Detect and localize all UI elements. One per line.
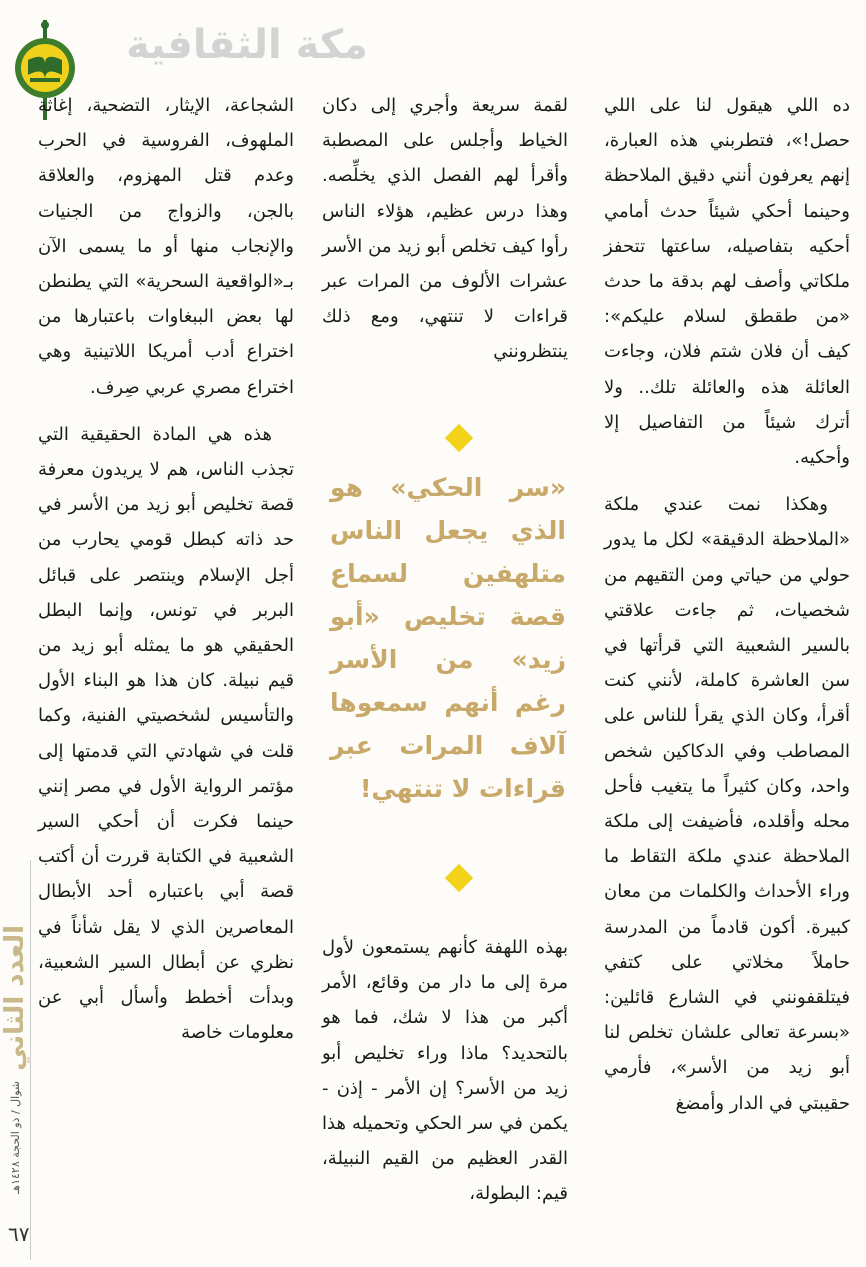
issue-info — [0, 925, 30, 1194]
article-column-right — [604, 88, 850, 1121]
section-title: مكة الثقافية — [126, 22, 368, 68]
diamond-ornament-icon — [445, 864, 473, 892]
issue-date: شوال / ذو الحجة ١٤٢٨هـ — [8, 1080, 22, 1194]
article-column-left — [38, 88, 294, 1050]
paragraph: هذه هي المادة الحقيقية التي تجذب الناس، هم لا يريدون معرفة قصة تخليص أبو زيد من الأسر في حد ذاته كبطل قومي يحارب من أجل الإسلام وينتصر على قبائل البربر في تونس، وإنما البطل الحقيقي هو ما يمثله أبو زيد من قيم نبيلة. كان هذا هو البناء الأول والتأسيس لشخصيتي الفنية، وكما قلت في شهادتي التي قدمتها إلى مؤتمر الرواية الأول في مصر إنني حينما فكرت أن أحكي السير الشعبية في الكتابة قررت أن أكتب قصة أبي باعتباره أحد الأبطال المعاصرين الذي لا يقل شأناً في نظري عن أبطال السير الشعبية، وبدأت أخطط وأسأل أبي عن معلومات خاصة — [38, 423, 294, 1044]
pull-quote: «سر الحكي» هو الذي يجعل الناس متلهفين لسماع قصة تخليص «أبو زيد» من الأسر رغم أنهم سمعوها آلاف المرات عبر قراءات لا تنتهي! — [330, 473, 566, 803]
article-column-middle — [322, 88, 568, 370]
diamond-ornament-icon — [445, 424, 473, 452]
article-column-middle-bottom — [322, 930, 568, 1212]
paragraph: ده اللي هيقول لنا على اللي حصل!»، فتطربني هذه العبارة، إنهم يعرفون أنني دقيق الملاحظة وحينما أحكي شيئاً حدث أمامي أحكيه بتفاصيله، ساعتها تتحفز ملكاتي وأصف لهم بدقة ما حدث «من طقطق لسلام عليكم»: كيف أن فلان شتم فلان، وجاءت العائلة هذه والعائلة تلك.. ولا أترك شيئاً من التفاصيل إلا وأحكيه. — [604, 95, 850, 469]
paragraph: بهذه اللهفة كأنهم يستمعون لأول مرة إلى ما دار من وقائع، الأمر أكبر من هذا لا شك، فما هو بالتحديد؟ ماذا وراء تخليص أبو زيد من الأسر؟ إن الأمر - إذن - يكمن في سر الحكي وتحميله هذا القدر العظيم من القيم النبيلة، قيم: البطولة، — [322, 937, 568, 1205]
paragraph: وهكذا نمت عندي ملكة «الملاحظة الدقيقة» لكل ما يدور حولي من حياتي ومن التقيهم من شخصيات، ثم جاءت علاقتي بالسير الشعبية التي قرأتها في سن العاشرة كاملة، لأنني كنت أقرأ، وكان الذي يقرأ للناس على المصاطب وفي الدكاكين شخص واحد، وكان كثيراً ما يتغيب فأحل محله وأقلده، فأضيفت إلى ملكة الملاحظة عندي ملكة التقاط ما وراء الأحداث والكلمات من معان كبيرة. أكون قادماً من المدرسة حاملاً مخلاتي على كتفي فيتلقفونني في الشارع قائلين: «بسرعة تعالى علشان تخلص لنا أبو زيد من الأسر»، فأرمي حقيبتي في الدار وأمضغ — [604, 494, 850, 1114]
page-number: ٦٧ — [8, 1222, 30, 1246]
paragraph: لقمة سريعة وأجري إلى دكان الخياط وأجلس على المصطبة وأقرأ لهم الفصل الذي يخلِّصه. وهذا درس عظيم، هؤلاء الناس رأوا كيف تخلص أبو زيد من الأسر عشرات الألوف من المرات عبر قراءات لا تنتهي، ومع ذلك ينتظرونني — [322, 95, 568, 363]
issue-label: العدد الثاني — [0, 925, 30, 1071]
edge-divider — [30, 860, 31, 1260]
paragraph: الشجاعة، الإيثار، التضحية، إغاثة الملهوف، الفروسية في الحرب وعدم قتل المهزوم، والعلاقة بالجن، والزواج من الجنيات والإنجاب منها أو ما يسمى الآن بـ«الواقعية السحرية» التي يطنطن لها بعض الببغاوات باعتبارها من اختراع أدب أمريكا اللاتينية وهي اختراع مصري عربي صِرف. — [38, 95, 294, 398]
